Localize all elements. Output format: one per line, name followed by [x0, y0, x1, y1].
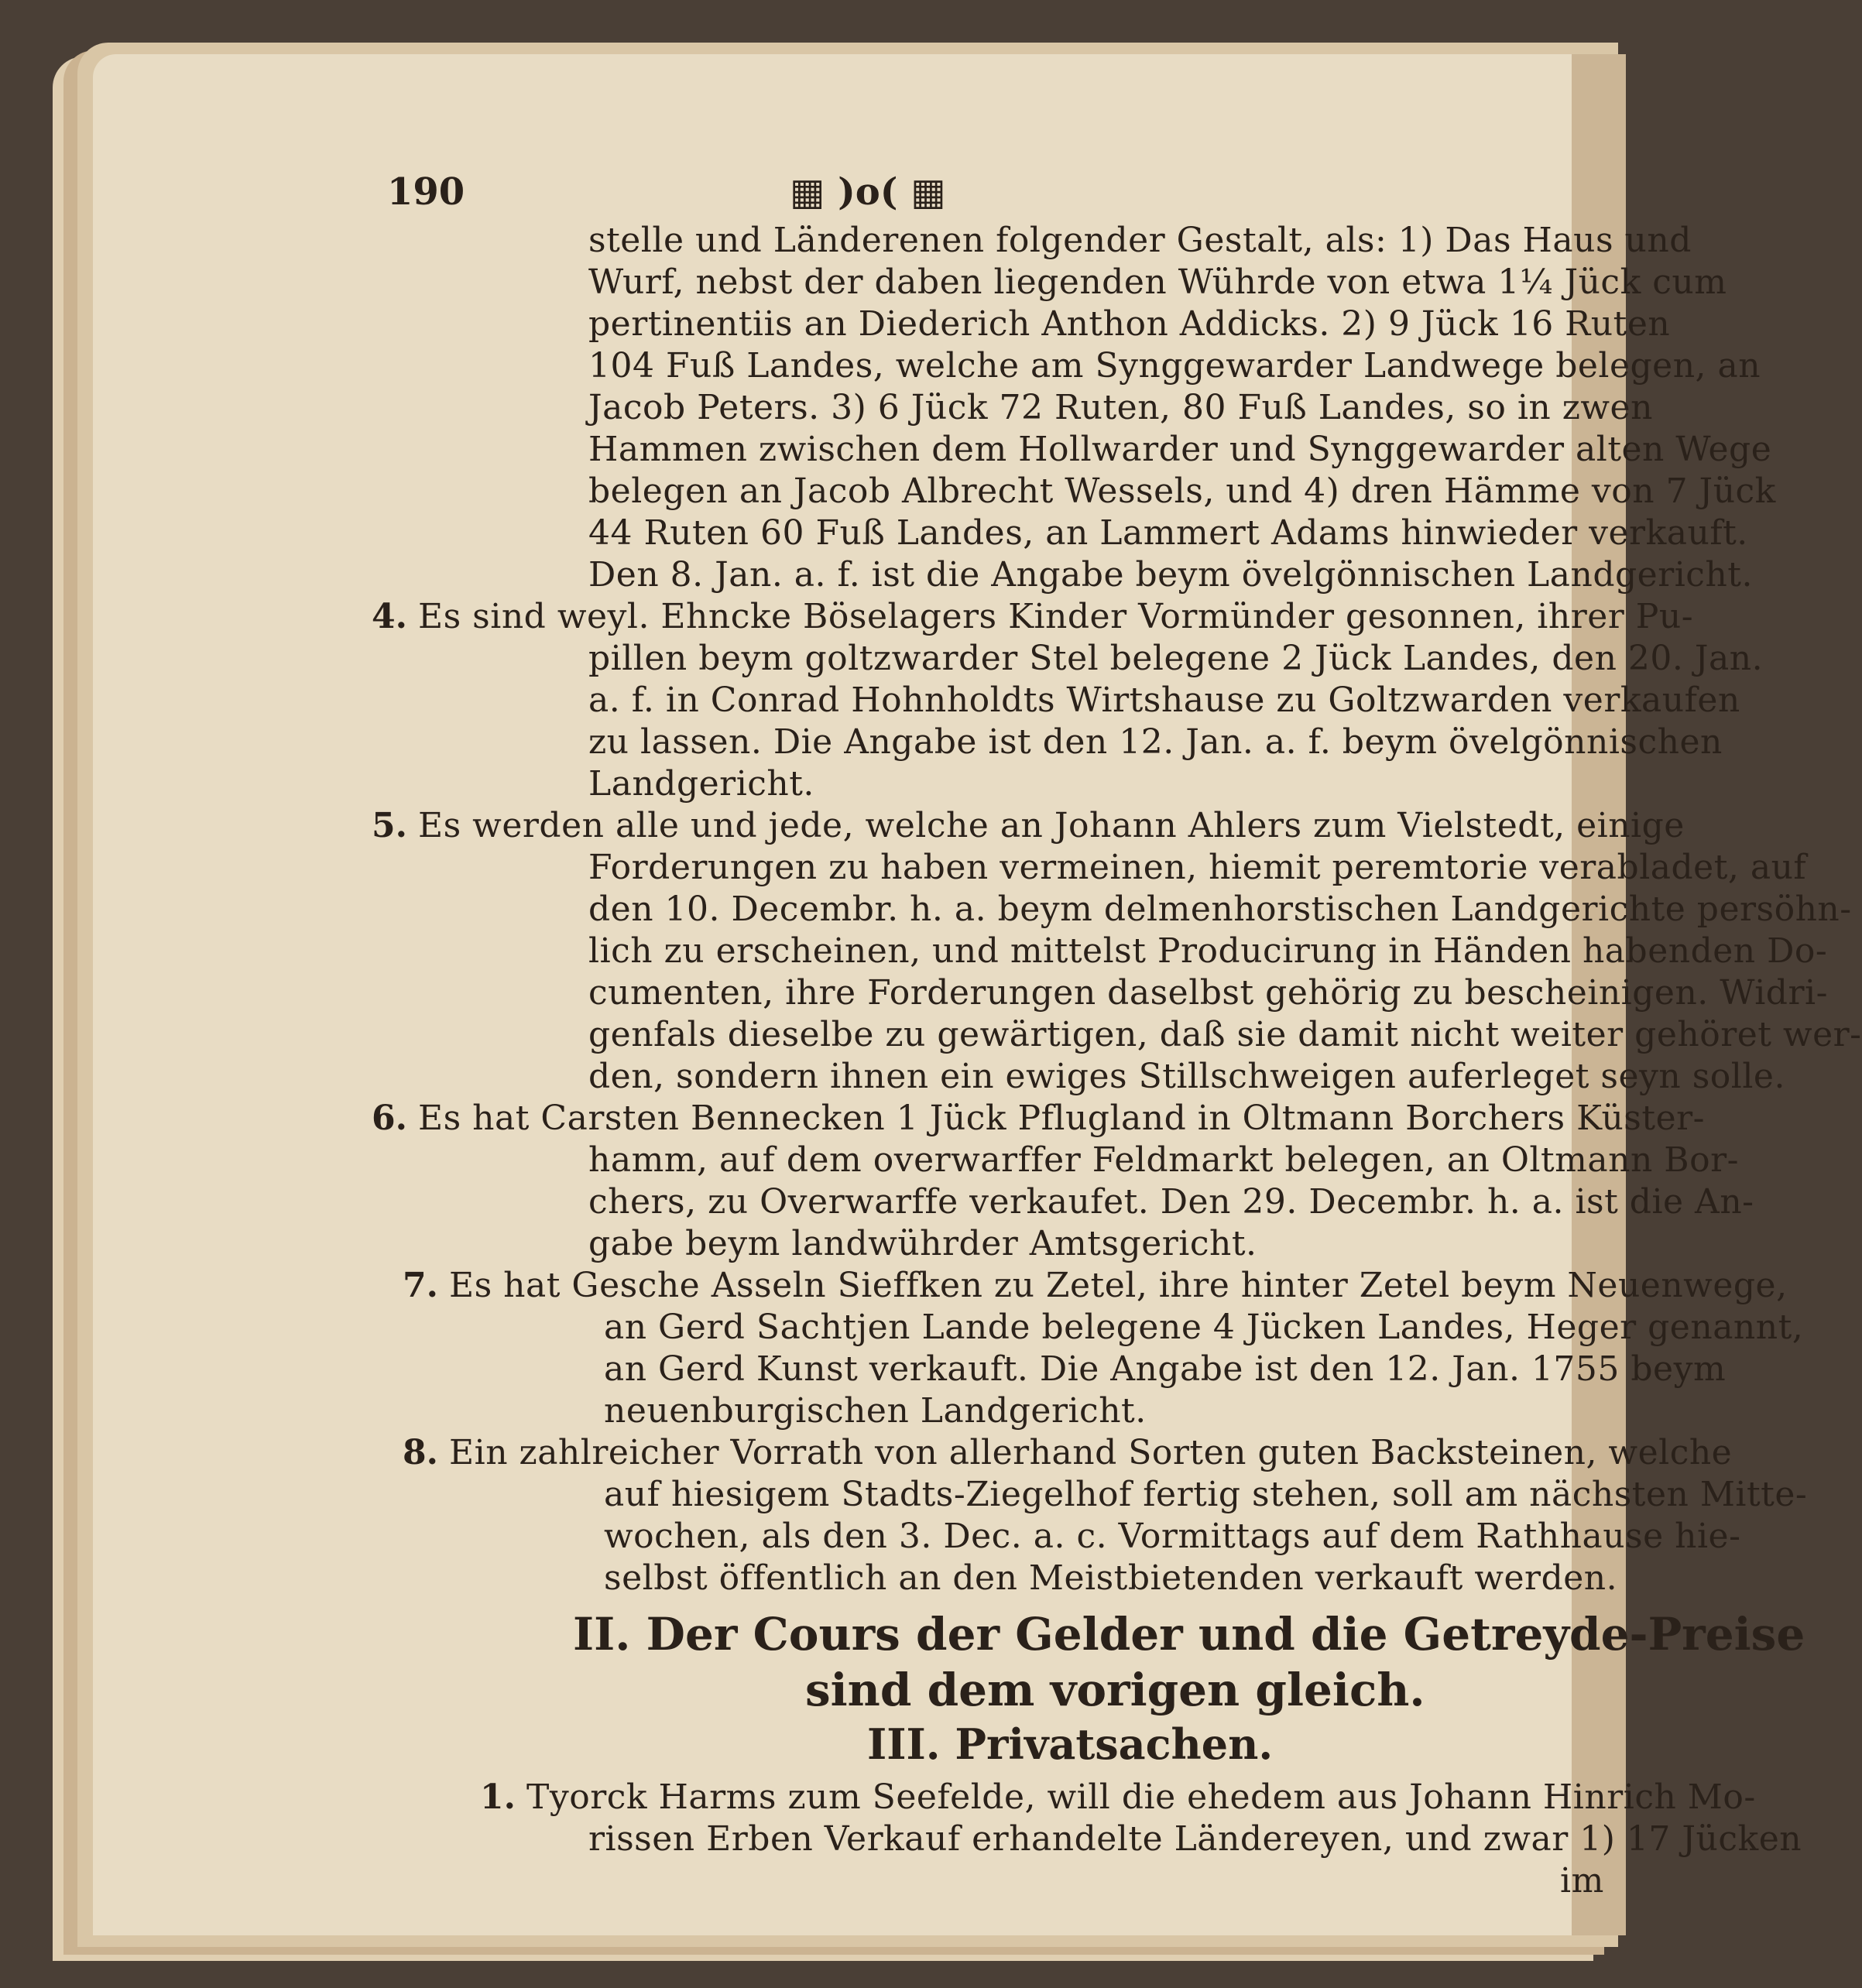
text-line: an Gerd Sachtjen Lande belegene 4 Jücken Landes, Heger genannt, — [604, 1308, 1804, 1347]
text-line: zu lassen. Die Angabe ist den 12. Jan. a. f. beym övelgönnischen — [588, 722, 1723, 762]
text-line: auf hiesigem Stadts-Ziegelhof fertig stehen, soll am nächsten Mitte- — [604, 1475, 1808, 1514]
text-line: cumenten, ihre Forderungen daselbst gehörig zu bescheinigen. Widri- — [588, 973, 1828, 1013]
text-line: pillen beym goltzwarder Stel belegene 2 Jück Landes, den 20. Jan. — [588, 639, 1764, 678]
text-line: gabe beym landwührder Amtsgericht. — [588, 1224, 1257, 1263]
text-line: chers, zu Overwarffe verkaufet. Den 29. Decembr. h. a. ist die An- — [588, 1182, 1754, 1222]
text-line: Den 8. Jan. a. f. ist die Angabe beym övelgönnischen Landgericht. — [588, 555, 1753, 595]
text-line: selbst öffentlich an den Meistbietenden verkauft werden. — [604, 1558, 1618, 1598]
text-line: Es hat Carsten Bennecken 1 Jück Pflugland in Oltmann Borchers Küster- — [418, 1099, 1706, 1138]
text-line: Ein zahlreicher Vorrath von allerhand Sorten guten Backsteinen, welche — [449, 1433, 1733, 1472]
text-line: Jacob Peters. 3) 6 Jück 72 Ruten, 80 Fuß Landes, so in zwen — [588, 388, 1653, 427]
paragraph-number: 7. — [403, 1266, 438, 1305]
text-line: 44 Ruten 60 Fuß Landes, an Lammert Adams hinwieder verkauft. — [588, 513, 1748, 553]
section-heading-iii: III. Privatsachen. — [867, 1719, 1274, 1769]
page-number: 190 — [387, 170, 465, 214]
running-head-text: )o( — [838, 170, 898, 214]
paragraph-number: 1. — [480, 1777, 516, 1817]
text-line: wochen, als den 3. Dec. a. c. Vormittags auf dem Rathhause hie- — [604, 1517, 1741, 1556]
text-line: Landgericht. — [588, 764, 814, 804]
paragraph-number: 5. — [372, 806, 407, 845]
running-head — [790, 170, 946, 214]
text-line: lich zu erscheinen, und mittelst Producirung in Händen habenden Do- — [588, 931, 1828, 971]
catchword: im — [1560, 1861, 1604, 1901]
text-line: Tyorck Harms zum Seefelde, will die ehedem aus Johann Hinrich Mo- — [526, 1777, 1756, 1817]
text-line: den 10. Decembr. h. a. beym delmenhorstischen Landgerichte persöhn- — [588, 889, 1852, 929]
page — [93, 54, 1862, 1935]
text-line: Hammen zwischen dem Hollwarder und Synggewarder alten Wege — [588, 430, 1772, 469]
ornament-left-icon: ▦ — [790, 170, 838, 214]
text-line: genfals dieselbe zu gewärtigen, daß sie damit nicht weiter gehöret wer- — [588, 1015, 1862, 1054]
text-line: den, sondern ihnen ein ewiges Stillschweigen auferleget seyn solle. — [588, 1057, 1785, 1096]
section-heading-ii-continued: sind dem vorigen gleich. — [805, 1664, 1425, 1716]
text-line: a. f. in Conrad Hohnholdts Wirtshause zu Goltzwarden verkaufen — [588, 680, 1740, 720]
section-heading-ii: II. Der Cours der Gelder und die Getreyde-Preise — [573, 1608, 1805, 1661]
paragraph-number: 8. — [403, 1433, 438, 1472]
text-line: Es sind weyl. Ehncke Böselagers Kinder Vormünder gesonnen, ihrer Pu- — [418, 597, 1694, 636]
text-line: Wurf, nebst der daben liegenden Wührde von etwa 1¼ Jück cum — [588, 262, 1727, 302]
paragraph-number: 6. — [372, 1099, 407, 1138]
text-line: neuenburgischen Landgericht. — [604, 1391, 1147, 1431]
text-line: stelle und Länderenen folgender Gestalt, als: 1) Das Haus und — [588, 221, 1692, 260]
text-line: pertinentiis an Diederich Anthon Addicks. 2) 9 Jück 16 Ruten — [588, 304, 1671, 344]
text-line: Forderungen zu haben vermeinen, hiemit peremtorie verabladet, auf — [588, 848, 1807, 887]
text-line: rissen Erben Verkauf erhandelte Ländereyen, und zwar 1) 17 Jücken — [588, 1819, 1802, 1859]
ornament-right-icon: ▦ — [897, 170, 946, 214]
text-line: an Gerd Kunst verkauft. Die Angabe ist den 12. Jan. 1755 beym — [604, 1349, 1727, 1389]
paragraph-number: 4. — [372, 597, 407, 636]
text-line: belegen an Jacob Albrecht Wessels, und 4) dren Hämme von 7 Jück — [588, 471, 1776, 511]
text-line: Es werden alle und jede, welche an Johann Ahlers zum Vielstedt, einige — [418, 806, 1685, 845]
text-line: Es hat Gesche Asseln Sieffken zu Zetel, ihre hinter Zetel beym Neuenwege, — [449, 1266, 1788, 1305]
text-line: hamm, auf dem overwarffer Feldmarkt belegen, an Oltmann Bor- — [588, 1140, 1739, 1180]
text-line: 104 Fuß Landes, welche am Synggewarder Landwege belegen, an — [588, 346, 1761, 386]
